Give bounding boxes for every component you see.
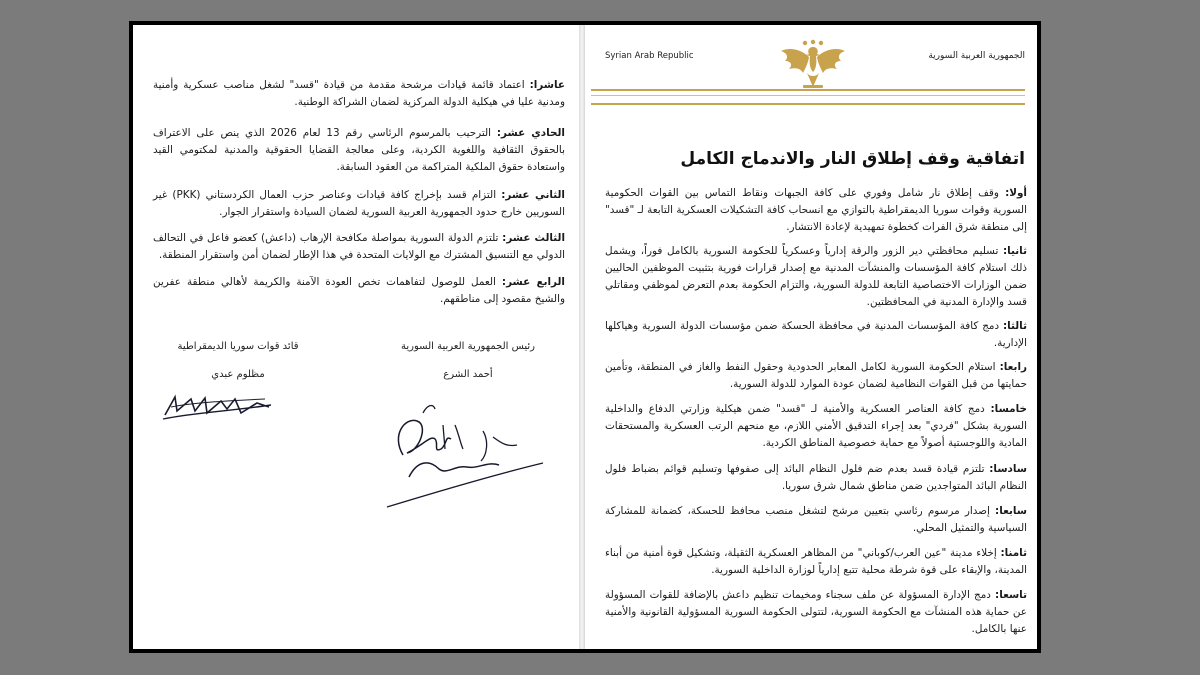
header-rule [591,95,1025,96]
clause-text: التزام قسد بإخراج كافة قيادات وعناصر حزب العمال الكردستاني (PKK) غير السوريين خارج حدود الجمهورية العربية السورية لضمان السيادة واستقرار الجوار. [153,189,565,218]
clause-text: تلتزم قيادة قسد بعدم ضم فلول النظام البائد إلى صفوفها وتسليم قوائم بضباط فلول النظام البائد المتواجدين ضمن مناطق شمال شرق سوريا. [605,463,1027,492]
clause-label: ثانيا: [1002,245,1027,257]
clause-6 [605,461,1027,495]
clause-label: تاسعا: [995,589,1027,601]
clause-11 [153,125,565,176]
clause-text: تسليم محافظتي دير الزور والرقة إدارياً وعسكرياً للحكومة السورية بالكامل فوراً، ويشمل ذلك استلام كافة المؤسسات والمنشآت المدنية مع إصدار قرارات فورية بتثبيت الموظفين الحاليين ضمن الوزارات الاختصاصية التابعة للدولة السورية، والتزام الحكومة بعدم التعرض لموظفي ومقاتلي قسد والإدارة المدنية في المحافظتين. [605,245,1027,308]
clause-text: تلتزم الدولة السورية بمواصلة مكافحة الإرهاب (داعش) كعضو فاعل في التحالف الدولي مع التنسيق المشترك مع الولايات المتحدة في هذا الإطار لضمان أمن واستقرار المنطقة. [153,232,565,261]
clause-5 [605,401,1027,452]
clause-text: دمج الإدارة المسؤولة عن ملف سجناء ومخيمات تنظيم داعش بالإضافة للقوات المسؤولة عن حماية هذه المنشآت مع الحكومة السورية، لتتولى الحكومة السورية المسؤولية القانونية والأمنية عنها بالكامل. [605,589,1027,635]
clause-10 [153,77,565,111]
sdf-commander-title: قائد قوات سوريا الديمقراطية [177,341,299,352]
clause-text: اعتماد قائمة قيادات مرشحة مقدمة من قيادة "قسد" لشغل مناصب عسكرية وأمنية ومدنية عليا في هيكلية الدولة المركزية لضمان الشراكة الوطنية. [153,79,565,108]
clause-text: الترحيب بالمرسوم الرئاسي رقم 13 لعام 2026 الذي ينص على الاعتراف بالحقوق الثقافية واللغوية الكردية، وعلى معالجة القضايا الحقوقية والمدنية لمكتومي القيد واستعادة حقوق الملكية المتراكمة من العقود السابقة. [153,127,565,173]
clause-label: ثامنا: [1000,547,1027,559]
clause-label: خامسا: [990,403,1027,415]
clause-text: وقف إطلاق نار شامل وفوري على كافة الجبهات ونقاط التماس بين القوات الحكومية السورية وقوات سوريا الديمقراطية بالتوازي مع انسحاب كافة التشكيلات العسكرية التابعة لـ "قسد" إلى منطقة شرق الفرات كخطوة تمهيدية لإعادة الانتشار. [605,187,1027,233]
clause-13 [153,230,565,264]
clause-7 [605,503,1027,537]
clause-3 [605,318,1027,352]
header-arabic: الجمهورية العربية السورية [928,51,1025,61]
clause-label: سابعا: [995,505,1027,517]
page-title: اتفاقية وقف إطلاق النار والاندماج الكامل [680,149,1025,169]
document-spread [129,21,1041,653]
clause-text: إخلاء مدينة "عين العرب/كوباني" من المظاهر العسكرية الثقيلة، وتشكيل قوة أمنية من أبناء المدينة، والإبقاء على قوة شرطة محلية تتبع إدارياً لوزارة الداخلية السورية. [605,547,1027,576]
clause-1 [605,185,1027,236]
eagle-emblem-icon [779,39,847,91]
clause-label: الثاني عشر: [501,189,565,201]
header-rule [591,89,1025,91]
president-signature [383,395,548,515]
sdf-commander-signature [161,389,273,423]
document-page-right [585,25,1037,649]
clause-label: سادسا: [989,463,1027,475]
clause-text: إصدار مرسوم رئاسي بتعيين مرشح لتشغل منصب محافظ للحسكة، كضمانة للمشاركة السياسية والتمثيل المحلي. [605,505,1027,534]
clause-14 [153,274,565,308]
clause-label: رابعا: [999,361,1027,373]
header-rule [591,103,1025,105]
header-english: Syrian Arab Republic [605,51,694,61]
clause-9 [605,587,1027,638]
clause-2 [605,243,1027,311]
clause-12 [153,187,565,221]
clause-label: الثالث عشر: [502,232,566,244]
document-page-left [133,25,579,649]
clause-text: العمل للوصول لتفاهمات تخص العودة الآمنة والكريمة لأهالي منطقة عفرين والشيخ مقصود إلى مناطقهم. [153,276,565,305]
clause-text: دمج كافة العناصر العسكرية والأمنية لـ "قسد" ضمن هيكلية وزارتي الدفاع والداخلية السورية بشكل "فردي" بعد إجراء التدقيق الأمني اللازم، مع منحهم الرتب العسكرية والمستحقات المادية واللوجستية أصولاً مع حماية خصوصية المناطق الكردية. [605,403,1027,449]
clause-label: الحادي عشر: [496,127,565,139]
clause-text: دمج كافة المؤسسات المدنية في محافظة الحسكة ضمن مؤسسات الدولة السورية وهياكلها الإدارية. [605,320,1027,349]
clause-label: عاشرا: [529,79,565,91]
clause-4 [605,359,1027,393]
clause-label: ثالثا: [1002,320,1027,332]
clause-label: أولا: [1005,187,1027,199]
president-title: رئيس الجمهورية العربية السورية [401,341,535,352]
clause-label: الرابع عشر: [501,276,565,288]
president-name: أحمد الشرع [443,369,493,380]
sdf-commander-name: مظلوم عبدي [211,369,265,380]
clause-8 [605,545,1027,579]
clause-text: استلام الحكومة السورية لكامل المعابر الحدودية وحقول النفط والغاز في المنطقة، وتأمين حمايتها من قبل القوات النظامية لضمان عودة الموارد للدولة السورية. [605,361,1027,390]
